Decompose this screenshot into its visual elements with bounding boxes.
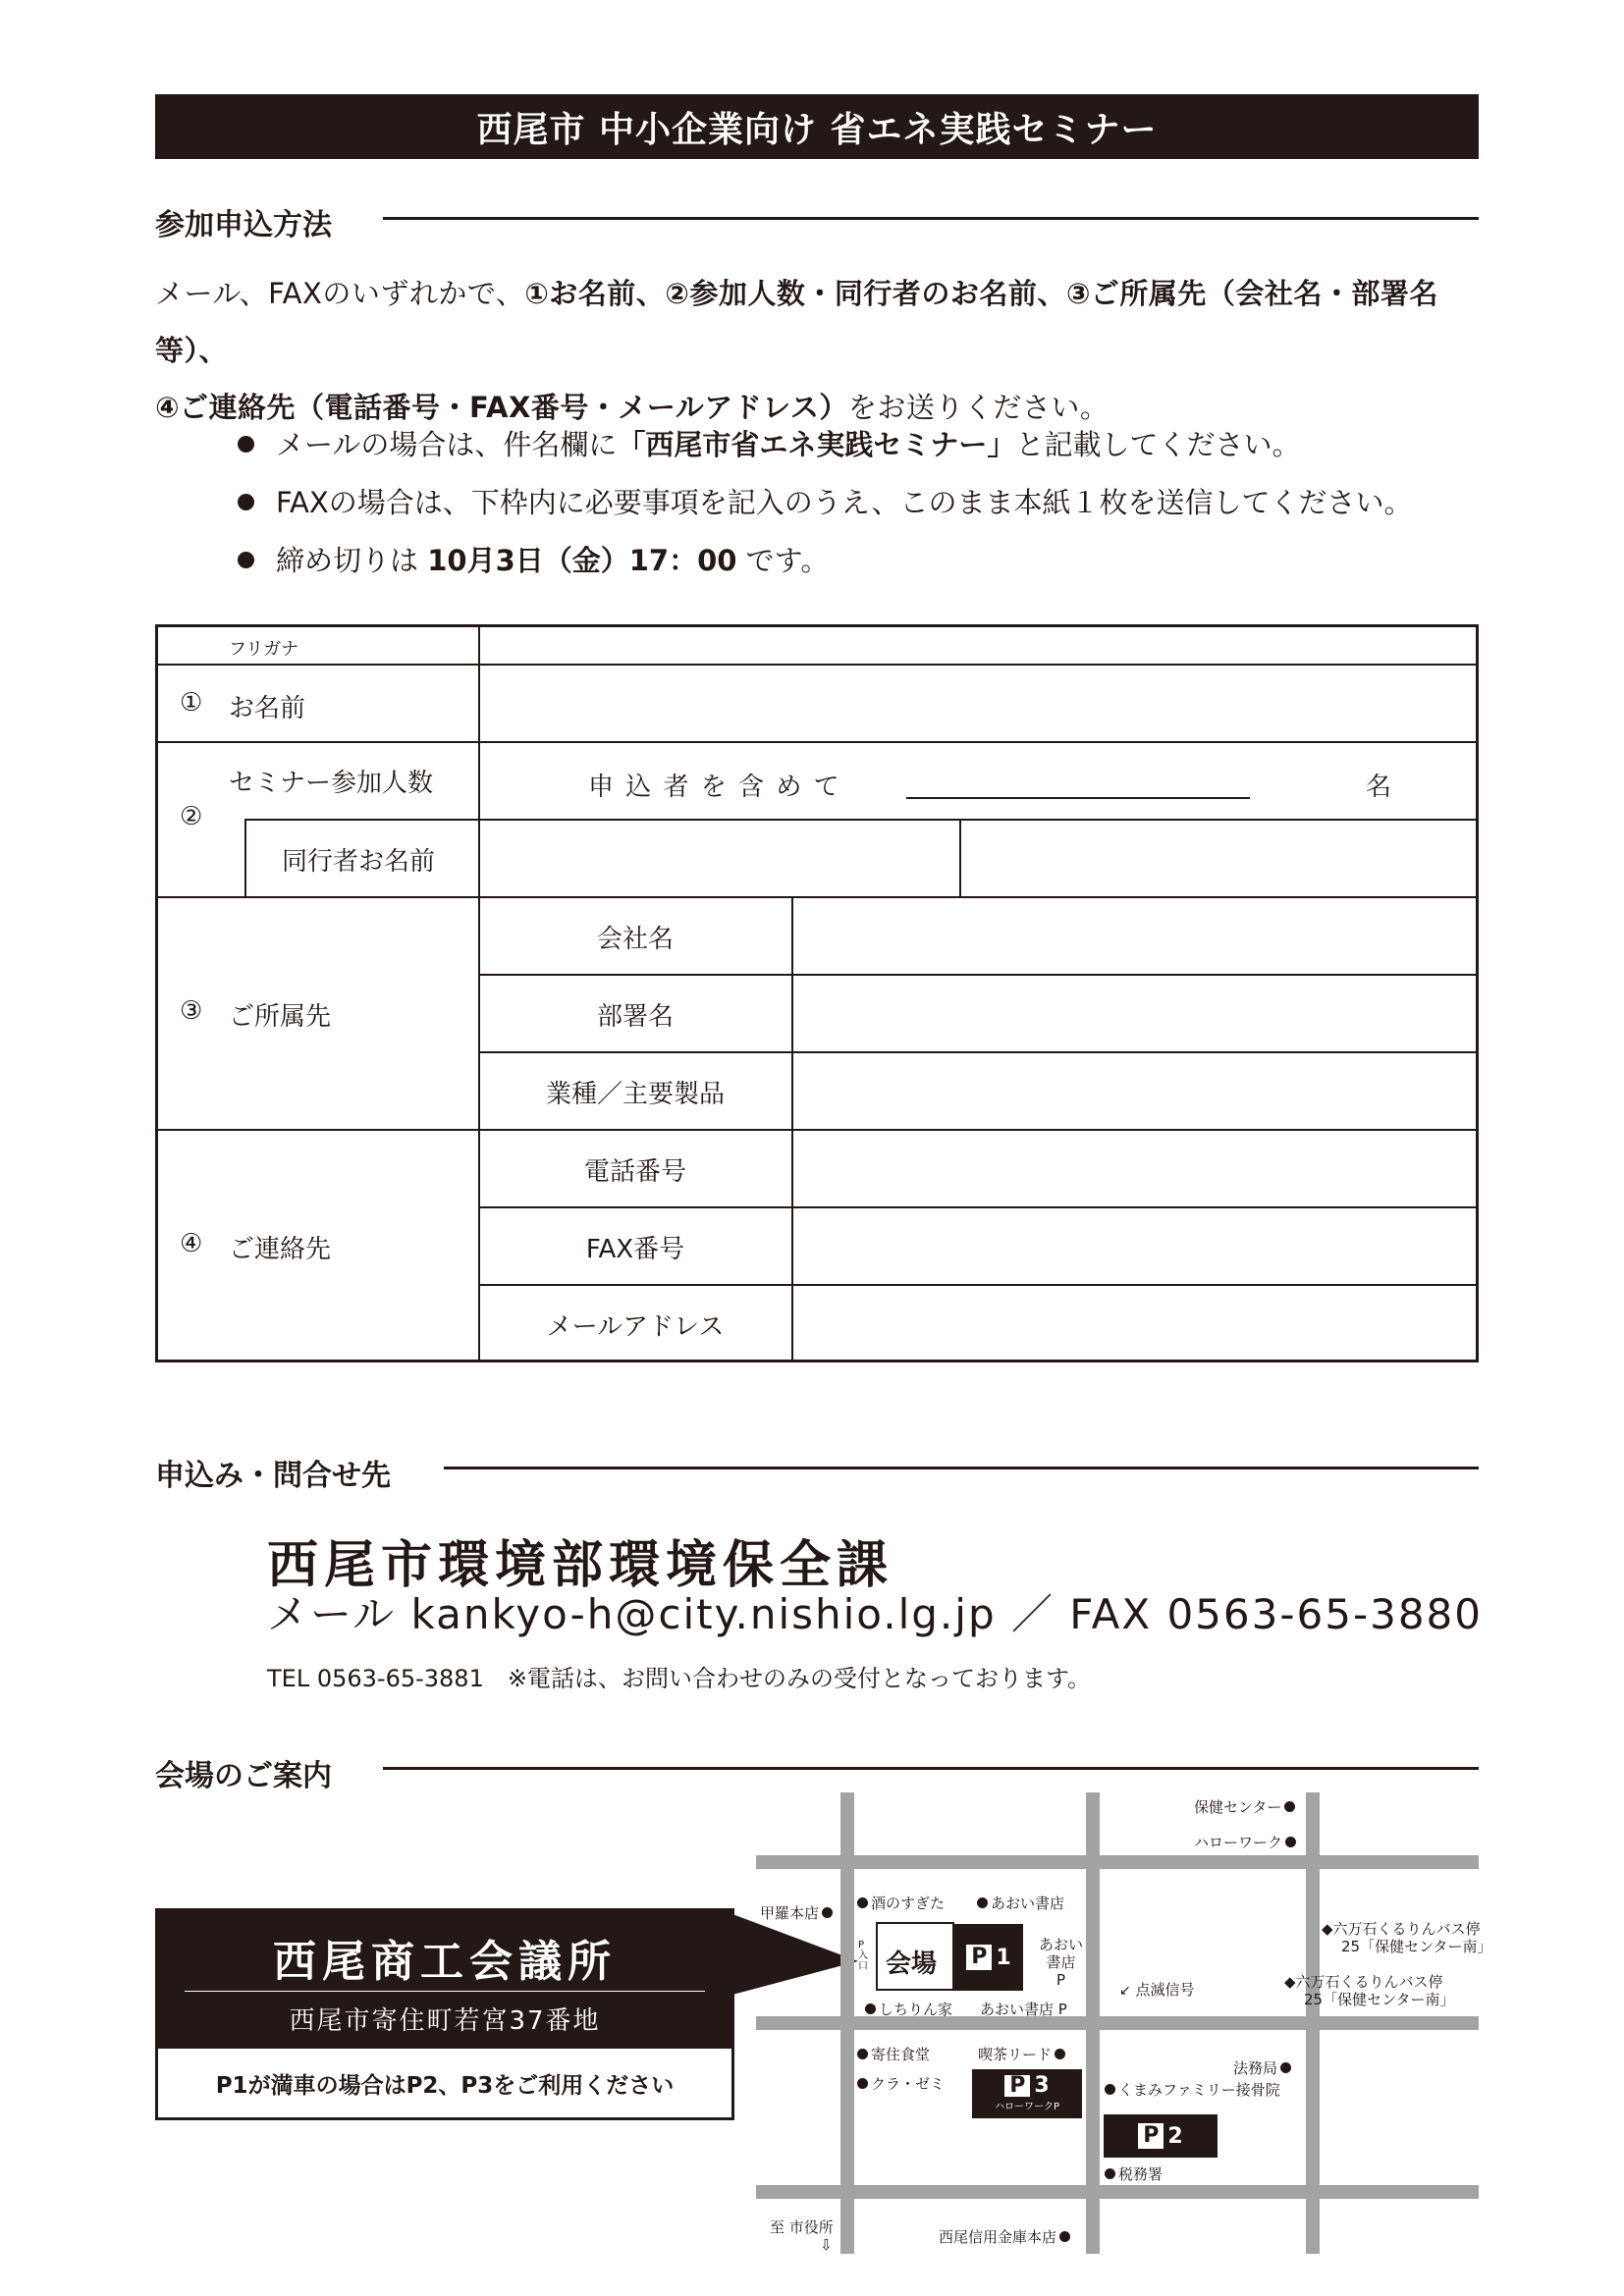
form-line [158, 664, 1476, 666]
phone-label: 電話番号 [583, 1157, 687, 1187]
bullet-list [238, 416, 1412, 590]
bullet-icon [238, 494, 254, 510]
venue-divider [185, 1991, 705, 1992]
map-label-sakenosugita: 酒のすぎた [854, 1893, 945, 1913]
parking-p1: P 1 [954, 1924, 1023, 1991]
industry-field[interactable] [798, 1057, 1472, 1126]
map-label-shichirin: しちりん家 [862, 1999, 952, 2019]
map-label-aoi-parking: あおい 書店 P [1039, 1936, 1084, 1989]
map-label-zeimusho: 税務署 [1102, 2163, 1163, 2184]
form-line [480, 1284, 1476, 1286]
parking-note: P1が満車の場合はP2、P3をご利用ください [155, 2046, 734, 2120]
section-divider [383, 1767, 1479, 1770]
bullet-icon [238, 436, 254, 453]
email-field[interactable] [798, 1290, 1472, 1359]
participants-text: 申 込 者 を 含 め て [588, 773, 841, 802]
company-field[interactable] [798, 902, 1472, 971]
map-label-shinkin: 西尾信用金庫本店 [939, 2226, 1073, 2247]
industry-label: 業種／主要製品 [545, 1080, 726, 1109]
map-label-kissa: 喫茶リード [978, 2044, 1068, 2064]
form-line [480, 1051, 1476, 1053]
section-divider [444, 1467, 1479, 1469]
form-line [158, 896, 1476, 898]
map-label-koura: 甲羅本店 [760, 1902, 836, 1923]
map-label-hommukyoku: 法務局 [1233, 2057, 1294, 2078]
participants-label: セミナー参加人数 [229, 769, 434, 798]
map-label-shiyakusho: 至 市役所 ⇩ [770, 2218, 834, 2254]
venue-map [756, 1792, 1492, 2254]
phone-field[interactable] [798, 1135, 1472, 1203]
form-line [158, 1129, 1476, 1131]
application-form [155, 624, 1479, 1362]
map-label-bus2: ◆六万石くるりんバス停 25「保健センター南」 [1284, 1973, 1455, 2008]
companion-label: 同行者お名前 [282, 847, 436, 877]
form-line [791, 896, 793, 1360]
department-field[interactable] [798, 980, 1472, 1048]
section-heading-apply: 参加申込方法 [155, 208, 332, 242]
participants-unit: 名 [1366, 773, 1392, 802]
parking-p3: P 3 ハローワークP [972, 2069, 1082, 2118]
parking-entrance-label: P入口 [858, 1940, 868, 1972]
map-label-hoken: 保健センター [1194, 1796, 1298, 1817]
org-contact-line: メール kankyo-h@city.nishio.lg.jp ／ FAX 0563-65-3880 [267, 1590, 1483, 1638]
name-field[interactable] [488, 667, 1470, 739]
map-label-yorizumi: 寄住食堂 [854, 2044, 930, 2064]
map-label-kurazemi: クラ・ゼミ [854, 2073, 945, 2094]
venue-box [155, 1908, 734, 2046]
bullet-item-email: メールの場合は、件名欄に「西尾市省エネ実践セミナー」と記載してください。 [238, 416, 1412, 474]
furigana-label: フリガナ [229, 639, 299, 660]
map-label-tenmetsu: ↙ 点滅信号 [1119, 1981, 1195, 1999]
form-line [244, 819, 246, 896]
map-road [756, 2185, 1479, 2199]
intro-text: メール、FAXのいずれかで、①お名前、②参加人数・同行者のお名前、③ご所属先（会社名・部署名等）、 ④ご連絡先（電話番号・FAX番号・メールアドレス）をお送りください。 [155, 277, 1438, 424]
map-label-aoi2: あおい書店 P [980, 2001, 1067, 2018]
row-number-2: ② [180, 802, 203, 831]
row-number-3: ③ [180, 996, 203, 1026]
bullet-item-fax: FAXの場合は、下枠内に必要事項を記入のうえ、このまま本紙１枚を送信してください。 [238, 474, 1412, 532]
form-line [158, 741, 1476, 743]
org-name: 西尾市環境部環境保全課 [267, 1536, 894, 1595]
map-label-hellowork: ハローワーク [1194, 1832, 1299, 1852]
email-label: メールアドレス [546, 1312, 725, 1342]
row-number-4: ④ [180, 1229, 203, 1258]
bullet-icon [238, 552, 254, 568]
map-label-aoi1: あおい書店 [974, 1893, 1064, 1913]
org-tel-line: TEL 0563-65-3881 ※電話は、お問い合わせのみの受付となっております。 [267, 1665, 1092, 1692]
bullet-item-deadline: 締め切りは 10月3日（金）17：00 です。 [238, 532, 1412, 590]
page-title: 西尾市 中小企業向け 省エネ実践セミナー [155, 94, 1479, 159]
map-road [756, 1855, 1479, 1869]
section-divider [383, 217, 1479, 220]
form-line [480, 974, 1476, 976]
form-line [959, 819, 961, 896]
map-venue-label: 会場 [886, 1949, 938, 1979]
map-road [1086, 2016, 1100, 2199]
fax-field[interactable] [798, 1212, 1472, 1281]
form-line [244, 819, 480, 821]
row-number-1: ① [180, 688, 203, 718]
affiliation-label: ご所属先 [229, 1002, 332, 1032]
section-heading-venue: 会場のご案内 [155, 1759, 332, 1793]
companion-name-field-1[interactable] [488, 824, 949, 894]
section-heading-contact: 申込み・問合せ先 [155, 1459, 391, 1493]
venue-address: 西尾市寄住町若宮37番地 [289, 2006, 601, 2036]
fax-label: FAX番号 [585, 1235, 685, 1264]
companion-name-field-2[interactable] [965, 824, 1466, 894]
form-line [480, 819, 1476, 821]
company-label: 会社名 [596, 925, 675, 954]
participants-count-field[interactable] [906, 797, 1250, 799]
form-line [480, 1206, 1476, 1208]
contact-label: ご連絡先 [229, 1235, 332, 1264]
venue-name: 西尾商工会議所 [273, 1937, 617, 1987]
parking-p2: P 2 [1104, 2114, 1218, 2158]
department-label: 部署名 [596, 1002, 675, 1032]
form-line [478, 627, 480, 1360]
map-label-kumama: くまみファミリー接骨院 [1102, 2079, 1280, 2100]
name-label: お名前 [229, 694, 306, 723]
map-label-bus1: ◆六万石くるりんバス停 25「保健センター南」 [1322, 1920, 1492, 1955]
